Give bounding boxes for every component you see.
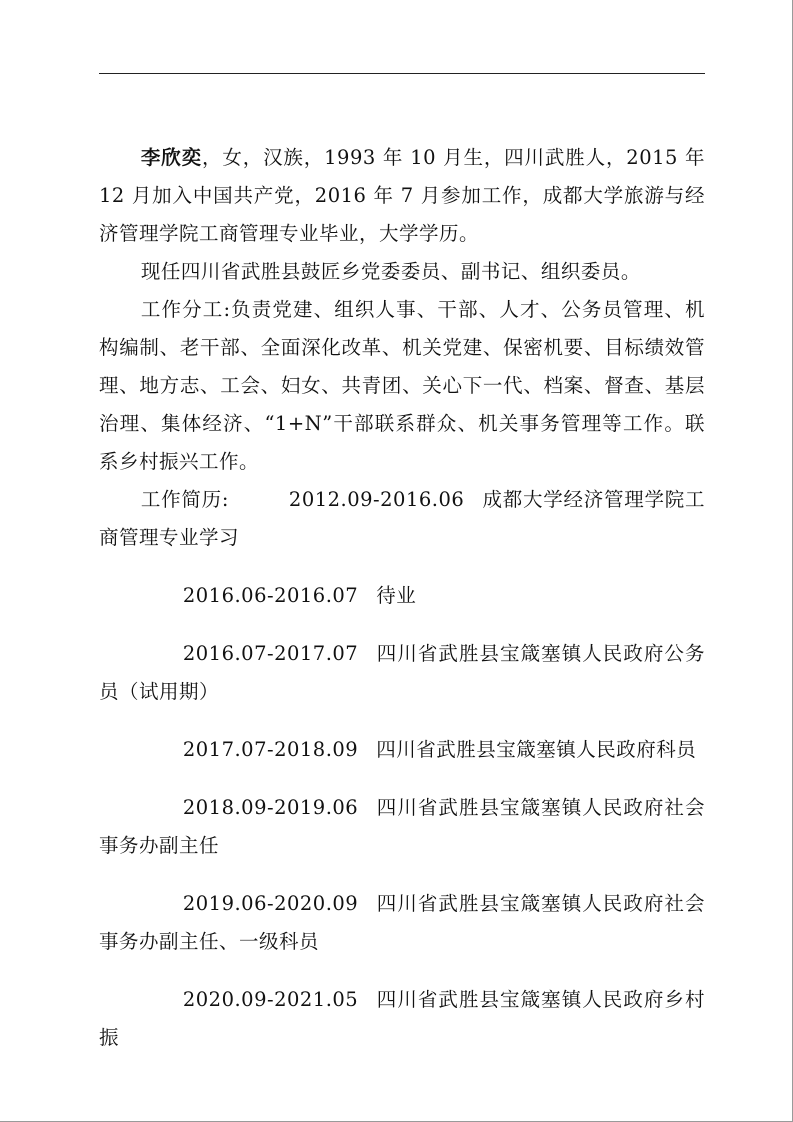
history-label: 工作简历: — [140, 488, 229, 511]
header-rule — [99, 73, 705, 74]
history-text: 成都大学经济管理学院工商管理专业学习 — [99, 488, 705, 549]
history-date: 2016.07-2017.07 — [182, 642, 359, 665]
history-text: 四川省武胜县宝箴塞镇人民政府公务员（试用期） — [99, 642, 705, 703]
current-position: 现任四川省武胜县鼓匠乡党委委员、副书记、组织委员。 — [140, 260, 641, 283]
history-entry — [99, 731, 705, 769]
history-entry — [99, 577, 705, 615]
person-name: 李欣奕 — [140, 146, 202, 169]
history-date: 2016.06-2016.07 — [182, 584, 359, 607]
history-first-entry — [99, 481, 705, 557]
bio-paragraph — [99, 139, 705, 253]
history-date: 2018.09-2019.06 — [182, 796, 359, 819]
history-text: 四川省武胜县宝箴塞镇人民政府社会事务办副主任 — [99, 796, 705, 857]
history-date: 2012.09-2016.06 — [288, 488, 465, 511]
history-date: 2019.06-2020.09 — [182, 892, 359, 915]
history-entry — [99, 885, 705, 961]
history-text: 四川省武胜县宝箴塞镇人民政府科员 — [376, 738, 697, 761]
history-entry — [99, 635, 705, 711]
history-date: 2017.07-2018.09 — [182, 738, 359, 761]
document-body — [99, 139, 705, 1057]
work-division: 工作分工:负责党建、组织人事、干部、人才、公务员管理、机构编制、老干部、全面深化改革、机关党建、保密机要、目标绩效管理、地方志、工会、妇女、共青团、关心下一代、档案、督查、基层治理、集体经济、“1+N”干部联系群众、机关事务管理等工作。联系乡村振兴工作。 — [99, 298, 705, 473]
history-text: 待业 — [376, 584, 417, 607]
history-text: 四川省武胜县宝箴塞镇人民政府乡村振 — [99, 988, 705, 1049]
history-entry — [99, 981, 705, 1057]
history-text: 四川省武胜县宝箴塞镇人民政府社会事务办副主任、一级科员 — [99, 892, 705, 953]
history-date: 2020.09-2021.05 — [182, 988, 359, 1011]
bio-intro: ，女，汉族，1993 年 10 月生，四川武胜人，2015 年 12 月加入中国共产党，2016 年 7 月参加工作，成都大学旅游与经济管理学院工商管理专业毕业，大学学历。 — [99, 146, 705, 245]
history-entry — [99, 789, 705, 865]
